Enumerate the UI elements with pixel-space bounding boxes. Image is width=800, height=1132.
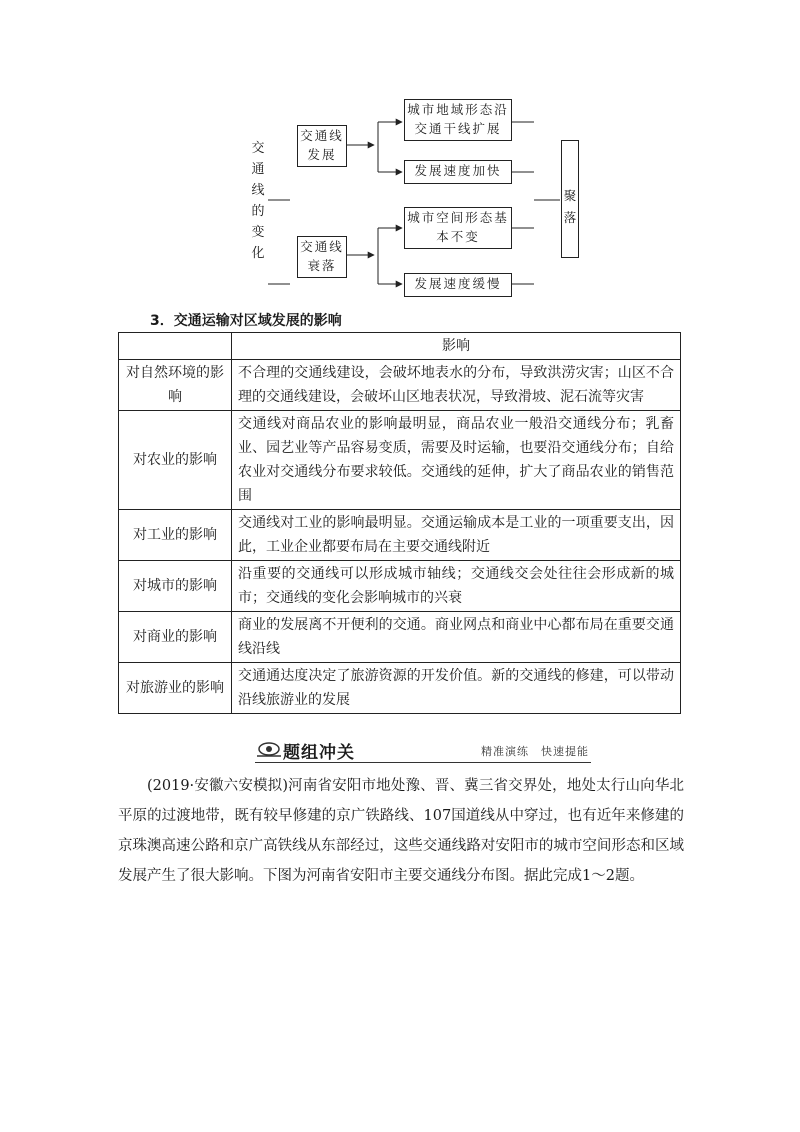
impact-cell: 沿重要的交通线可以形成城市轴线；交通线交会处往往会形成新的城市；交通线的变化会影响城市的兴衰 — [232, 561, 681, 612]
impact-cell: 交通线对商品农业的影响最明显，商品农业一般沿交通线分布；乳畜业、园艺业等产品容易变质，需要及时运输，也要沿交通线分布；自给农业对交通线分布要求较低。交通线的延伸，扩大了商品农业的销售范围 — [232, 411, 681, 510]
left-title-char: 化 — [251, 246, 265, 261]
practice-banner — [255, 737, 591, 763]
left-title-char: 变 — [251, 225, 265, 240]
impact-cell: 交通通达度决定了旅游资源的开发价值。新的交通线的修建，可以带动沿线旅游业的发展 — [232, 663, 681, 714]
category-cell: 对农业的影响 — [119, 411, 232, 510]
banner-subtitle: 精准演练 快速提能 — [481, 745, 589, 758]
diagram-left-title — [251, 138, 265, 264]
eye-icon — [255, 739, 285, 759]
table-header-cell — [119, 333, 232, 360]
box-transport-develop: 交通线发展 — [297, 125, 347, 167]
box-transport-decline: 交通线衰落 — [297, 236, 347, 278]
impact-cell: 交通线对工业的影响最明显。交通运输成本是工业的一项重要支出，因此，工业企业都要布局在主要交通线附近 — [232, 510, 681, 561]
banner-title: 题组冲关 — [283, 743, 355, 763]
table-row — [119, 663, 681, 714]
table-row — [119, 411, 681, 510]
table-row — [119, 561, 681, 612]
left-title-char: 线 — [251, 183, 265, 198]
diagram-connectors — [0, 0, 800, 300]
table-header-cell: 影响 — [232, 333, 681, 360]
section-title: 3．交通运输对区域发展的影响 — [150, 313, 342, 329]
left-title-char: 通 — [251, 162, 265, 177]
table-row — [119, 360, 681, 411]
category-cell: 对城市的影响 — [119, 561, 232, 612]
category-cell: 对商业的影响 — [119, 612, 232, 663]
impact-table — [118, 332, 681, 714]
category-cell: 对自然环境的影响 — [119, 360, 232, 411]
table-row — [119, 612, 681, 663]
question-paragraph: (2019·安徽六安模拟)河南省安阳市地处豫、晋、冀三省交界处，地处太行山向华北平原的过渡地带，既有较早修建的京广铁路线、107国道线从中穿过，也有近年来修建的京珠澳高速公路和京广高铁线从东部经过，这些交通线路对安阳市的城市空间形态和区域发展产生了很大影响。下图为河南省安阳市主要交通线分布图。据此完成1～2题。 — [118, 778, 684, 884]
box-speed-up: 发展速度加快 — [404, 160, 512, 184]
left-title-char: 交 — [251, 141, 265, 156]
left-title-char: 的 — [251, 204, 265, 219]
box-city-unchanged: 城市空间形态基本不变 — [404, 207, 512, 249]
category-cell: 对旅游业的影响 — [119, 663, 232, 714]
box-city-expand: 城市地域形态沿交通干线扩展 — [404, 99, 512, 141]
box-settlement: 聚落 — [561, 140, 579, 258]
table-header-row — [119, 333, 681, 360]
table-row — [119, 510, 681, 561]
category-cell: 对工业的影响 — [119, 510, 232, 561]
impact-cell: 商业的发展离不开便利的交通。商业网点和商业中心都布局在重要交通线沿线 — [232, 612, 681, 663]
impact-cell: 不合理的交通线建设，会破坏地表水的分布，导致洪涝灾害；山区不合理的交通线建设，会破坏山区地表状况，导致滑坡、泥石流等灾害 — [232, 360, 681, 411]
box-speed-slow: 发展速度缓慢 — [404, 273, 512, 297]
banner-underline — [255, 762, 591, 763]
